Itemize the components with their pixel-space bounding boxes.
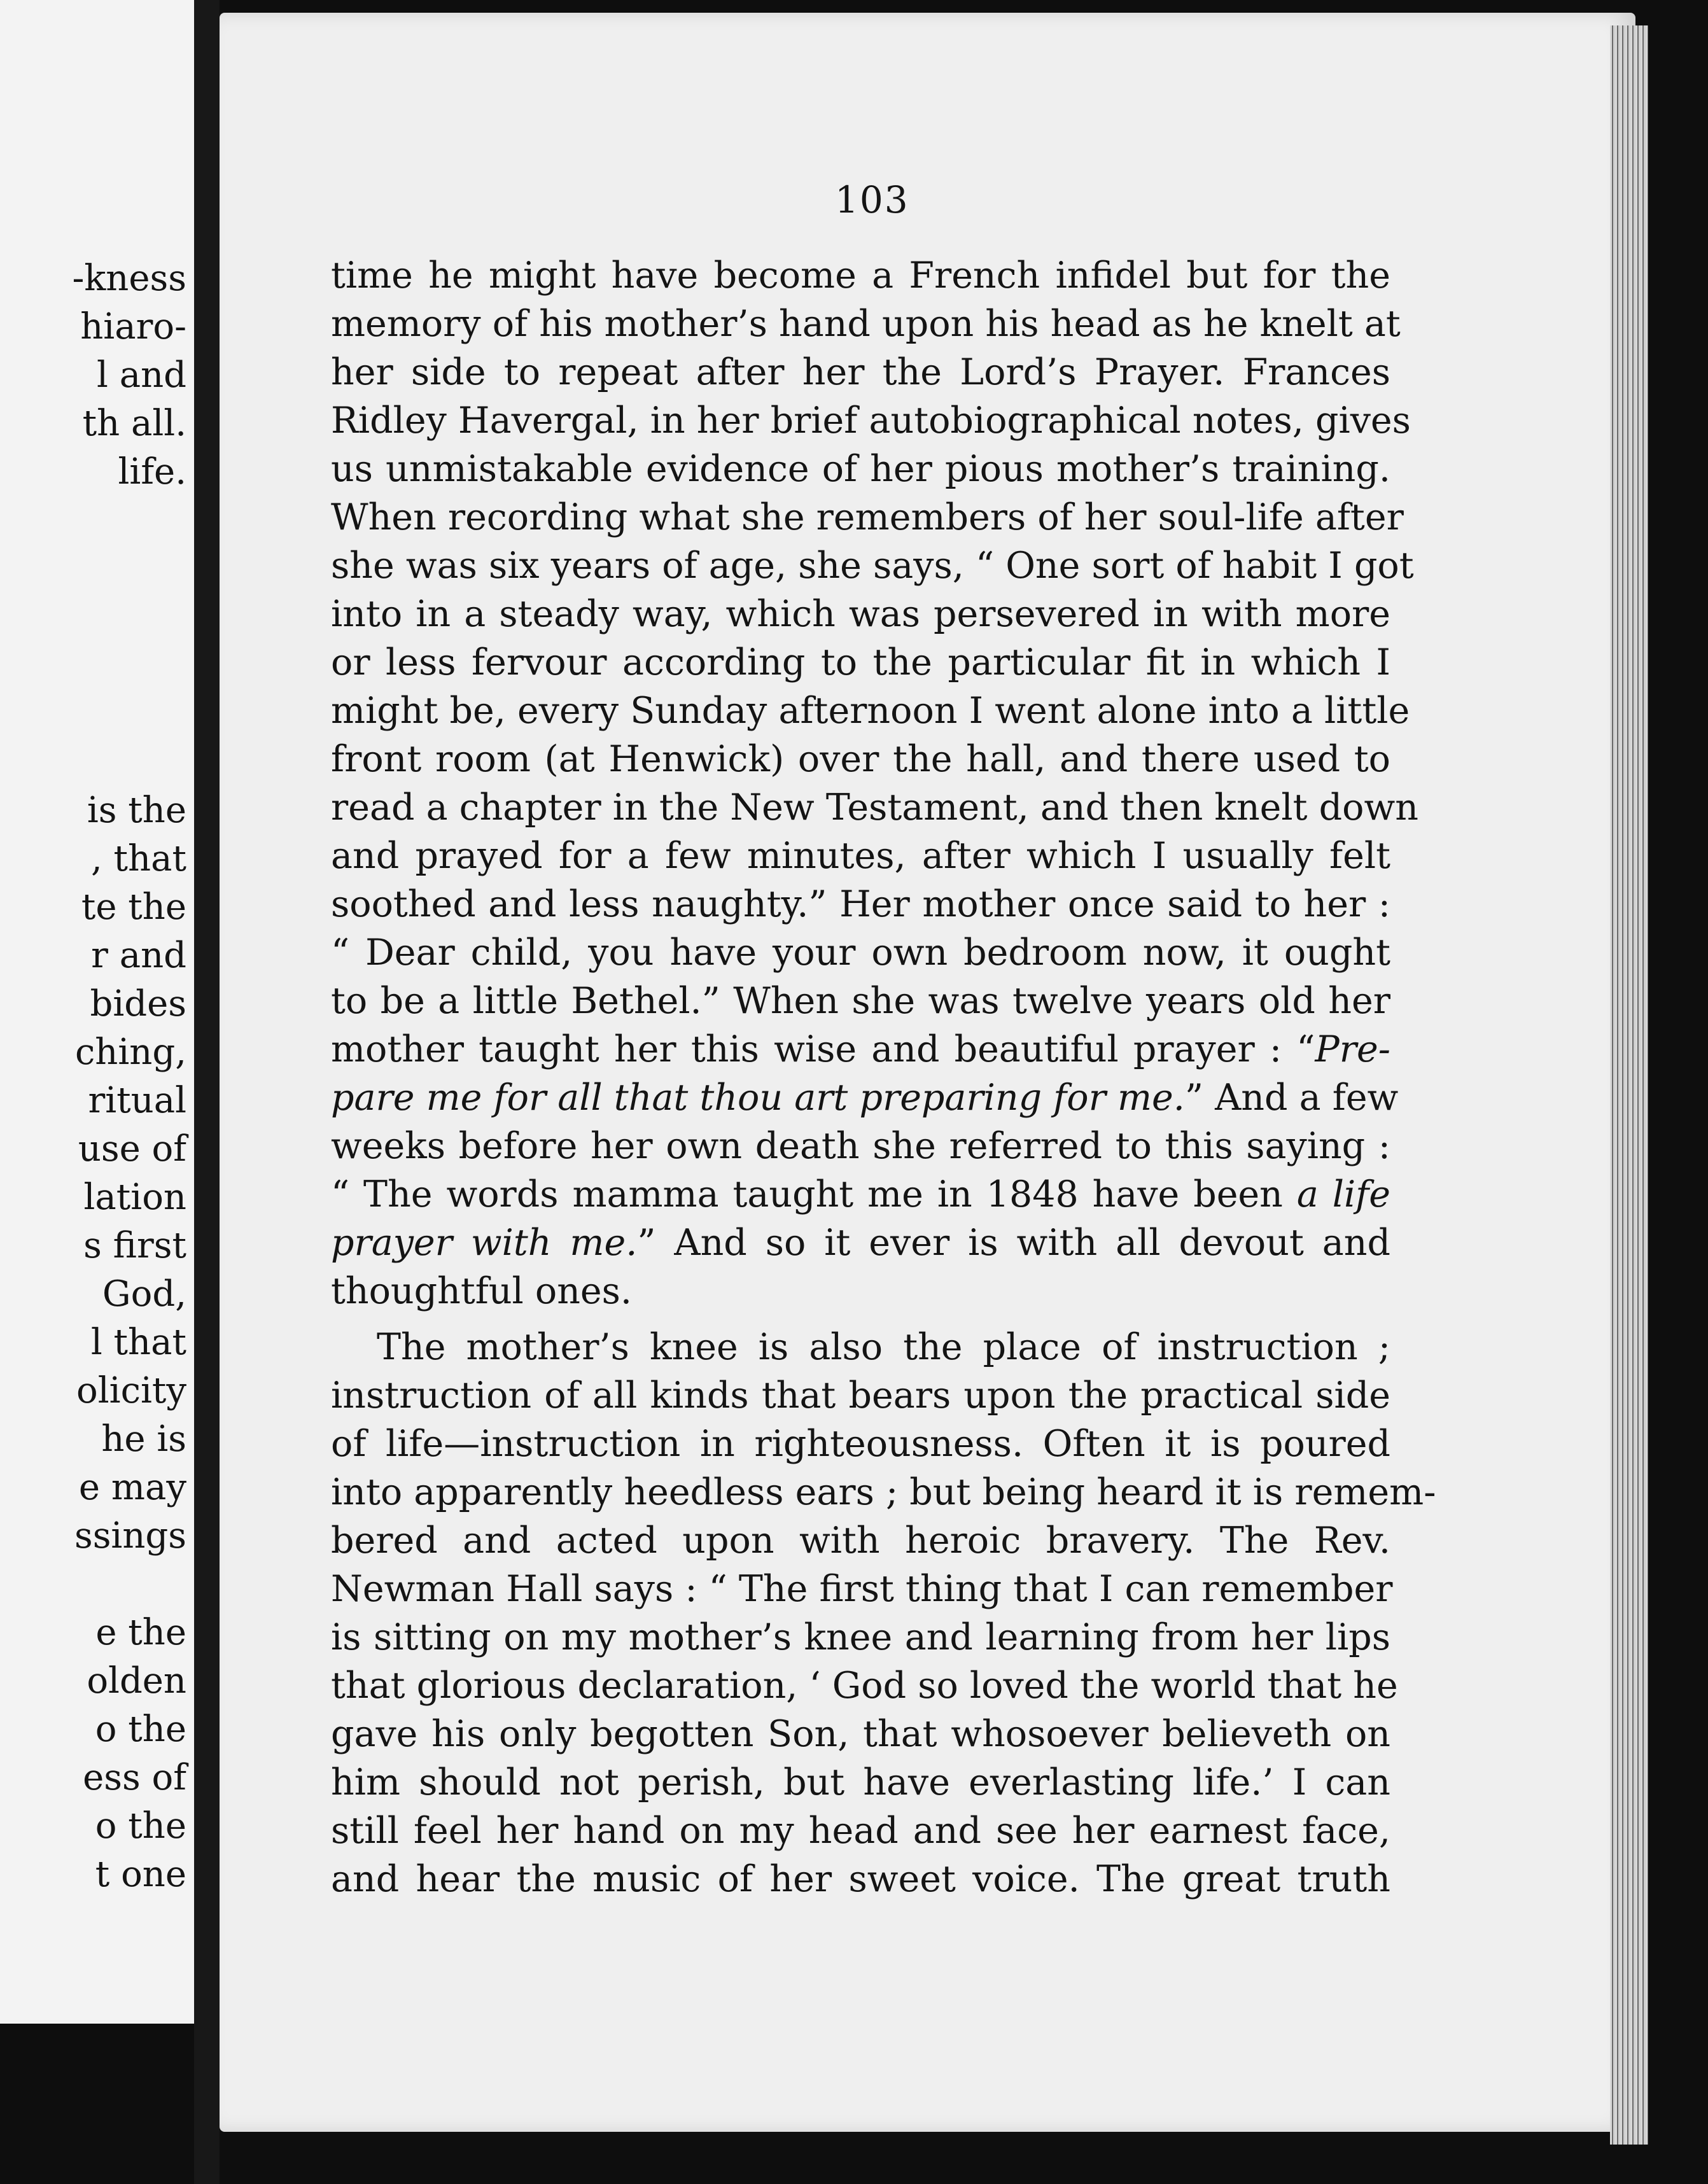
left-page-fragment: s first	[83, 1225, 186, 1266]
left-page-fragment: bides	[90, 983, 186, 1025]
text-line-mixed	[331, 1170, 1390, 1219]
text-line: Ridley Havergal, in her brief autobiographical notes, gives	[331, 400, 1411, 442]
left-page-fragment: e the	[95, 1612, 186, 1653]
text-line: front room (at Henwick) over the hall, and there used to	[331, 738, 1390, 780]
text-line: memory of his mother’s hand upon his head as he knelt at	[331, 303, 1401, 345]
left-page-fragment: , that	[90, 838, 186, 879]
left-page-fragment	[0, 1560, 186, 1609]
left-page-fragment	[0, 641, 186, 690]
text-line: is sitting on my mother’s knee and learning from her lips	[331, 1616, 1390, 1658]
left-page-fragment: l that	[90, 1322, 186, 1363]
text-line: her side to repeat after her the Lord’s Prayer. Frances	[331, 351, 1390, 393]
text-line-mixed	[331, 1219, 1390, 1267]
left-page-fragment: ching,	[74, 1032, 186, 1073]
text-line-mixed	[331, 1074, 1399, 1122]
left-page-fragment: olden	[87, 1660, 186, 1702]
page-edges	[1610, 25, 1648, 2145]
left-page-fragment: r and	[91, 935, 186, 976]
text-line: instruction of all kinds that bears upon the practical side	[331, 1375, 1390, 1417]
left-page-fragment: th all.	[82, 403, 186, 444]
text-line: weeks before her own death she referred to this saying :	[331, 1125, 1390, 1167]
text-line: and prayed for a few minutes, after which I usually felt	[331, 835, 1390, 877]
left-page-fragment: e may	[78, 1467, 186, 1508]
text-line: might be, every Sunday afternoon I went alone into a little	[331, 690, 1410, 732]
left-page-fragment: o the	[95, 1709, 186, 1750]
text-line: that glorious declaration, ‘ God so loved the world that he	[331, 1665, 1398, 1707]
left-page-fragment: olicity	[76, 1370, 186, 1411]
left-page-fragment: t one	[95, 1854, 186, 1895]
left-page-fragment	[0, 545, 186, 593]
left-page-text-fragments	[0, 255, 186, 1899]
text-line-mixed	[331, 1025, 1390, 1074]
text-line: him should not perish, but have everlasting life.’ I can	[331, 1761, 1390, 1803]
text-line: into in a steady way, which was persevered in with more	[331, 593, 1390, 635]
paragraph-gap	[331, 1315, 1390, 1323]
text-line: to be a little Bethel.” When she was twelve years old her	[331, 980, 1390, 1022]
left-page-fragment	[0, 738, 186, 787]
text-segment: ” And a few	[1184, 1077, 1399, 1119]
book-gutter	[194, 0, 220, 2184]
left-page-fragment: God,	[102, 1273, 186, 1315]
italic-segment: prayer with me.	[331, 1222, 638, 1264]
left-page-fragment: lation	[83, 1177, 186, 1218]
italic-segment: pare me for all that thou art preparing for me.	[331, 1077, 1185, 1119]
text-line: The mother’s knee is also the place of instruction ;	[377, 1326, 1390, 1368]
left-page-fragment: o the	[95, 1805, 186, 1847]
italic-segment: a life	[1296, 1173, 1391, 1215]
text-line: into apparently heedless ears ; but being heard it is remem-	[331, 1471, 1436, 1513]
left-page-fragment: ssings	[74, 1515, 186, 1557]
left-page-fragment: te the	[81, 886, 186, 928]
text-segment: ” And so it ever is with all devout and	[637, 1222, 1390, 1264]
text-segment: “ The words mamma taught me in 1848 have been	[331, 1173, 1283, 1215]
text-line: bered and acted upon with heroic bravery. The Rev.	[331, 1520, 1390, 1562]
left-page-fragment: ess of	[83, 1757, 186, 1798]
left-page-fragment	[0, 593, 186, 641]
left-page-fragment: hiaro-	[80, 306, 186, 347]
text-line: she was six years of age, she says, “ One sort of habit I got	[331, 545, 1414, 587]
text-line: “ Dear child, you have your own bedroom now, it ought	[331, 932, 1390, 974]
left-page-fragment: l and	[96, 354, 186, 396]
left-page-fragment: is the	[87, 790, 186, 831]
text-line: Newman Hall says : “ The first thing that I can remember	[331, 1568, 1393, 1610]
text-segment: mother taught her this wise and beautiful prayer : “	[331, 1028, 1315, 1070]
left-page-fragment	[0, 690, 186, 738]
left-page-fragment: ritual	[88, 1080, 186, 1121]
body-text	[331, 251, 1436, 1903]
text-line: and hear the music of her sweet voice. The great truth	[331, 1858, 1390, 1900]
text-line: thoughtful ones.	[331, 1270, 633, 1312]
left-page-fragment: -kness	[72, 258, 186, 299]
text-line: When recording what she remembers of her soul-life after	[331, 496, 1404, 538]
text-line: soothed and less naughty.” Her mother once said to her :	[331, 883, 1390, 925]
italic-segment: Pre-	[1315, 1028, 1390, 1070]
left-page-fragment: life.	[118, 451, 186, 493]
page-number: 103	[835, 178, 909, 221]
text-line: still feel her hand on my head and see her earnest face,	[331, 1810, 1390, 1852]
text-line: read a chapter in the New Testament, and then knelt down	[331, 787, 1418, 829]
text-line: time he might have become a French infidel but for the	[331, 255, 1390, 297]
text-line: gave his only begotten Son, that whosoever believeth on	[331, 1713, 1390, 1755]
left-page-fragment: he is	[101, 1418, 186, 1460]
text-line: us unmistakable evidence of her pious mother’s training.	[331, 448, 1390, 490]
text-line: or less fervour according to the particular fit in which I	[331, 641, 1390, 683]
left-page	[0, 0, 194, 2024]
left-page-fragment	[0, 496, 186, 545]
left-page-fragment: use of	[78, 1128, 186, 1170]
text-line: of life—instruction in righteousness. Often it is poured	[331, 1423, 1390, 1465]
